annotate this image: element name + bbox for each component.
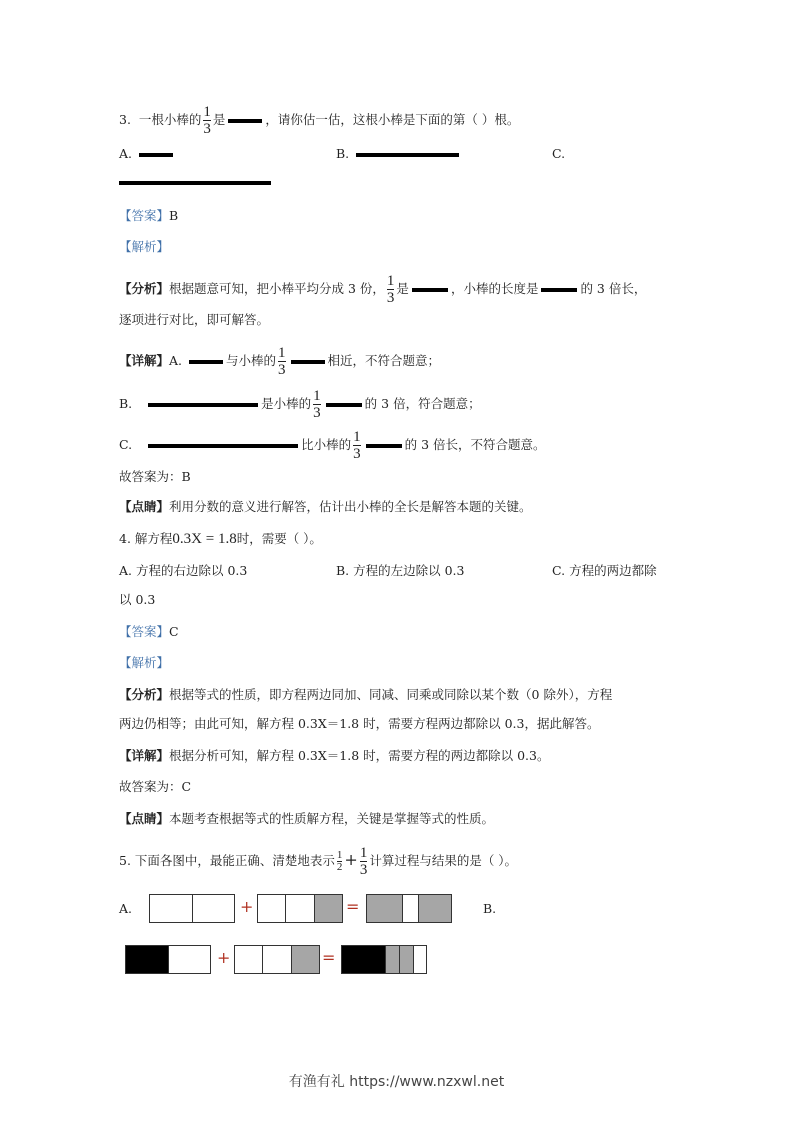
third-bar-b [234, 945, 320, 974]
xiangjie-4: 【详解】根据分析可知，解方程 0.3X＝1.8 时，需要方程的两边都除以 0.3。 [119, 748, 550, 763]
option-a: A. [119, 144, 176, 164]
option-b: B. [483, 901, 497, 916]
question-3-stem [119, 104, 519, 137]
result-bar-b [341, 945, 427, 974]
half-bar-b [125, 945, 211, 974]
plus-sign: + [240, 897, 254, 916]
xiangjie-a: 【详解】A. 与小棒的 $\frac{1}{3}$ 相近，不符合题意； [119, 345, 441, 378]
option-b: B. 方程的左边除以 0.3 [336, 563, 465, 578]
fraction: $\frac{1}{3}$ [203, 104, 211, 137]
xiangjie-b: B. 是小棒的 $\frac{1}{3}$ 的 3 倍，符合题意； [119, 388, 481, 421]
answer-4: 【答案】C [119, 624, 179, 639]
option-c-cont: 以 0.3 [119, 592, 156, 607]
equals-sign: = [322, 948, 336, 967]
conclusion: 故答案为：C [119, 779, 192, 794]
text: ，请你估一估，这根小棒是下面的第（ ）根。 [265, 112, 520, 127]
option-c: C. 方程的两边都除 [552, 563, 657, 578]
analysis-label: 【解析】 [119, 239, 170, 254]
fenxi-3: 【分析】根据题意可知，把小棒平均分成 3 份， $\frac{1}{3}$ 是 ，小棒的长度是 的 3 倍长， [119, 273, 647, 306]
equals-sign: = [346, 897, 360, 916]
text: 逐项进行对比，即可解答。 [119, 312, 270, 327]
option-c: C. [552, 146, 566, 161]
third-bar-a [257, 894, 343, 923]
option-a: A. 方程的右边除以 0.3 [119, 563, 248, 578]
option-b: B. [336, 144, 462, 164]
dianjing-3: 【点睛】利用分数的意义进行解答，估计出小棒的全长是解答本题的关键。 [119, 499, 532, 514]
text: 两边仍相等；由此可知，解方程 0.3X＝1.8 时，需要方程两边都除以 0.3，据此解答。 [119, 716, 600, 731]
question-4-stem: 4. 解方程0.3X = 1.8时，需要（ ）。 [119, 531, 322, 547]
footer-watermark: 有渔有礼 https://www.nzxwl.net [288, 1074, 505, 1090]
xiangjie-c: C. 比小棒的 $\frac{1}{3}$ 的 3 倍长，不符合题意。 [119, 429, 546, 462]
text: 一根小棒的 [138, 112, 202, 127]
stick-c [119, 181, 271, 185]
result-bar-a [366, 894, 452, 923]
half-bar-a [149, 894, 235, 923]
conclusion: 故答案为：B [119, 469, 191, 484]
stick-third [228, 119, 262, 123]
dianjing-4: 【点睛】本题考查根据等式的性质解方程，关键是掌握等式的性质。 [119, 811, 495, 826]
answer-3: 【答案】B [119, 208, 179, 223]
stick-b [356, 153, 459, 157]
option-a: A. [119, 901, 133, 916]
text: 是 [212, 112, 226, 127]
fenxi-4: 【分析】根据等式的性质，即方程两边同加、同减、同乘或同除以某个数（0 除外），方程 [119, 687, 613, 702]
plus-sign: + [217, 948, 231, 967]
question-5-stem: 5. 下面各图中，最能正确、清楚地表示 $\frac{1}{2}$ + $\frac{1}{3}$ 计算过程与结果的是（ ）。 [119, 845, 518, 878]
q-number: 3. [119, 112, 131, 127]
stick-a [139, 153, 173, 157]
analysis-label: 【解析】 [119, 655, 170, 670]
